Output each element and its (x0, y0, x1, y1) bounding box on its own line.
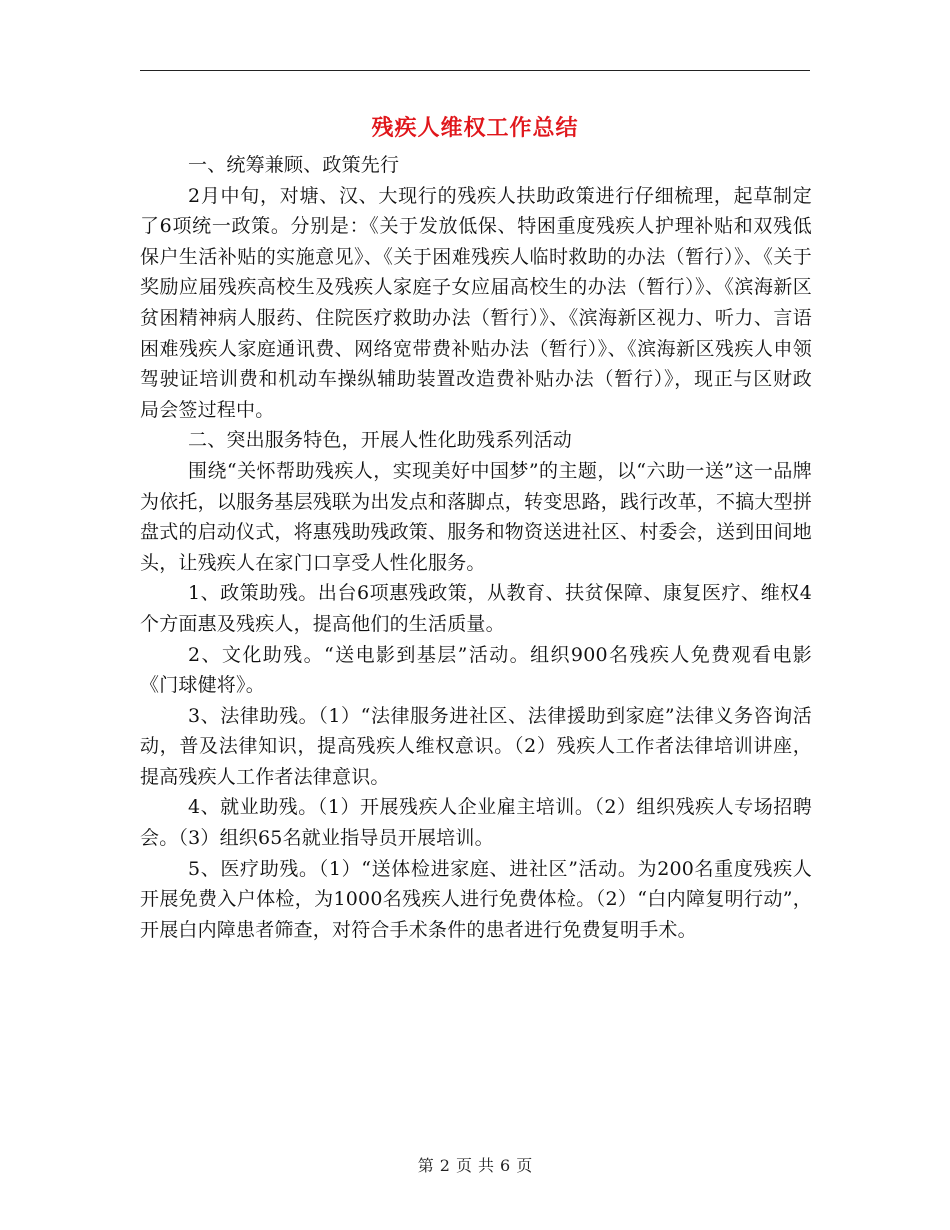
paragraph-policy-aid: 1、政策助残。出台6项惠残政策，从教育、扶贫保障、康复医疗、维权4个方面惠及残疾人，提高他们的生活质量。 (140, 582, 812, 635)
paragraph-service-theme: 围绕“关怀帮助残疾人，实现美好中国梦”的主题，以“六助一送”这一品牌为依托，以服务基层残联为出发点和落脚点，转变思路，践行改革，不搞大型拼盘式的启动仪式，将惠残助残政策、服务和物资送进社区、村委会，送到田间地头，让残疾人在家门口享受人性化服务。 (140, 459, 813, 574)
paragraph-legal-aid: 3、法律助残。（1）“法律服务进社区、法律援助到家庭”法律义务咨询活动，普及法律知识，提高残疾人维权意识。（2）残疾人工作者法律培训讲座，提高残疾人工作者法律意识。 (140, 704, 812, 788)
header-rule (140, 70, 810, 71)
document-body (140, 150, 812, 945)
paragraph-medical-aid: 5、医疗助残。（1）“送体检进家庭、进社区”活动。为200名重度残疾人开展免费入户体检，为1000名残疾人进行免费体检。（2）“白内障复明行动”，开展白内障患者筛查，对符合手术条件的患者进行免费复明手术。 (140, 857, 812, 941)
section-heading-1: 一、统筹兼顾、政策先行 (188, 154, 400, 176)
paragraph-employment-aid: 4、就业助残。（1）开展残疾人企业雇主培训。（2）组织残疾人专场招聘会。（3）组织65名就业指导员开展培训。 (140, 796, 812, 850)
section-heading-2: 二、突出服务特色，开展人性化助残系列活动 (188, 429, 573, 452)
footer-suffix: 页 (516, 1156, 533, 1175)
paragraph-policy-review: 2月中旬，对塘、汉、大现行的残疾人扶助政策进行仔细梳理，起草制定了6项统一政策。分别是：《关于发放低保、特困重度残疾人护理补贴和双残低保户生活补贴的实施意见》、《关于困难残疾人临时救助的办法（暂行）》、《关于奖励应届残疾高校生及残疾人家庭子女应届高校生的办法（暂行）》、《滨海新区贫困精神病人服药、住院医疗救助办法（暂行）》、《滨海新区视力、听力、言语困难残疾人家庭通讯费、网络宽带费补贴办法（暂行）》、《滨海新区残疾人申领驾驶证培训费和机动车操纵辅助装置改造费补贴办法（暂行）》，现正与区财政局会签过程中。 (140, 184, 812, 421)
footer-page-word: 页 (455, 1156, 472, 1175)
footer-total-word: 共 (478, 1156, 495, 1175)
paragraph-culture-aid: 2、文化助残。“送电影到基层”活动。组织900名残疾人免费观看电影《门球健将》。 (140, 643, 812, 697)
document-title: 残疾人维权工作总结 (371, 115, 579, 141)
footer-current-page: 2 (439, 1156, 450, 1175)
footer-prefix: 第 (417, 1156, 434, 1175)
footer-total-pages: 6 (500, 1156, 511, 1175)
page-footer (0, 1153, 950, 1176)
